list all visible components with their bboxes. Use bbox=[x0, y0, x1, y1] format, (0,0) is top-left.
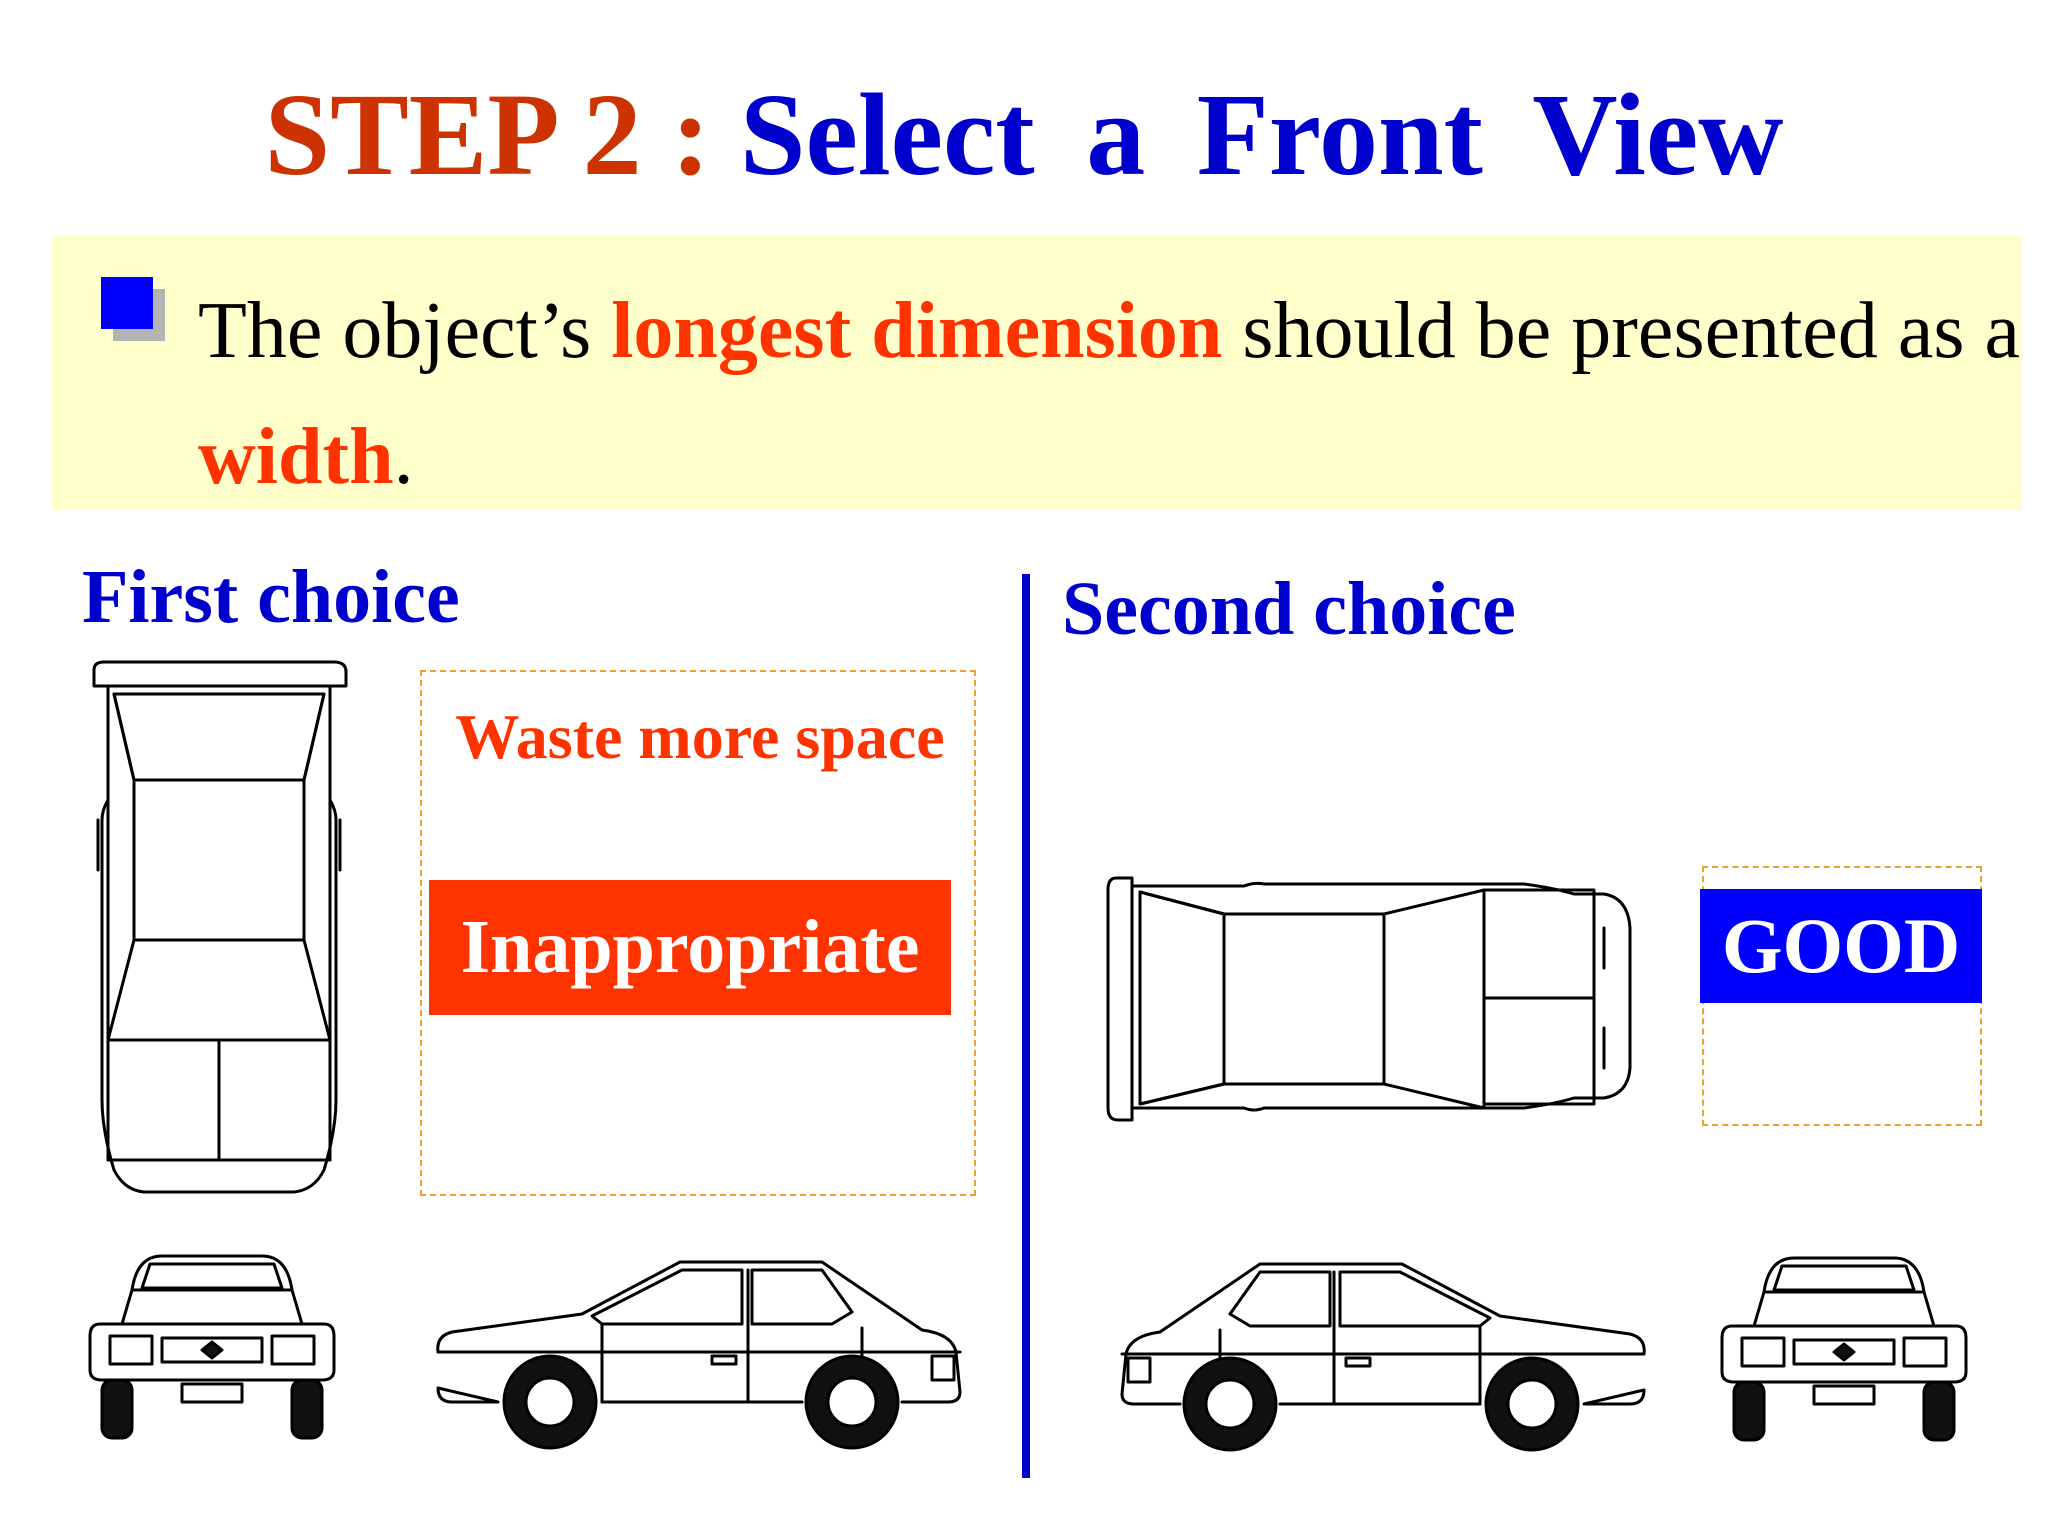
car-top-view-horizontal-icon bbox=[1104, 868, 1644, 1130]
inappropriate-badge: Inappropriate bbox=[429, 880, 951, 1015]
waste-space-label: Waste more space bbox=[455, 701, 945, 772]
note-text-part: should be presented as a bbox=[1222, 287, 2020, 375]
second-choice-heading: Second choice bbox=[1062, 567, 1516, 651]
square-bullet-icon bbox=[101, 277, 153, 329]
good-badge: GOOD bbox=[1700, 889, 1982, 1003]
first-choice-heading: First choice bbox=[82, 555, 460, 639]
column-divider bbox=[1022, 574, 1030, 1478]
note-highlight-longest-dimension: longest dimension bbox=[611, 287, 1223, 375]
car-top-view-vertical-icon bbox=[84, 660, 354, 1200]
title-step: STEP 2 : bbox=[264, 69, 711, 200]
note-text bbox=[198, 268, 2028, 520]
note-highlight-width: width bbox=[198, 413, 394, 501]
page-title bbox=[0, 70, 2048, 200]
car-front-view-right-icon bbox=[1714, 1252, 1974, 1452]
car-front-view-icon bbox=[82, 1250, 342, 1450]
car-side-view-icon bbox=[432, 1252, 972, 1458]
note-text-part: . bbox=[393, 413, 414, 501]
car-side-view-flipped-icon bbox=[1110, 1254, 1650, 1460]
note-text-part: The object’s bbox=[198, 287, 612, 375]
title-text: Select a Front View bbox=[739, 69, 1784, 200]
